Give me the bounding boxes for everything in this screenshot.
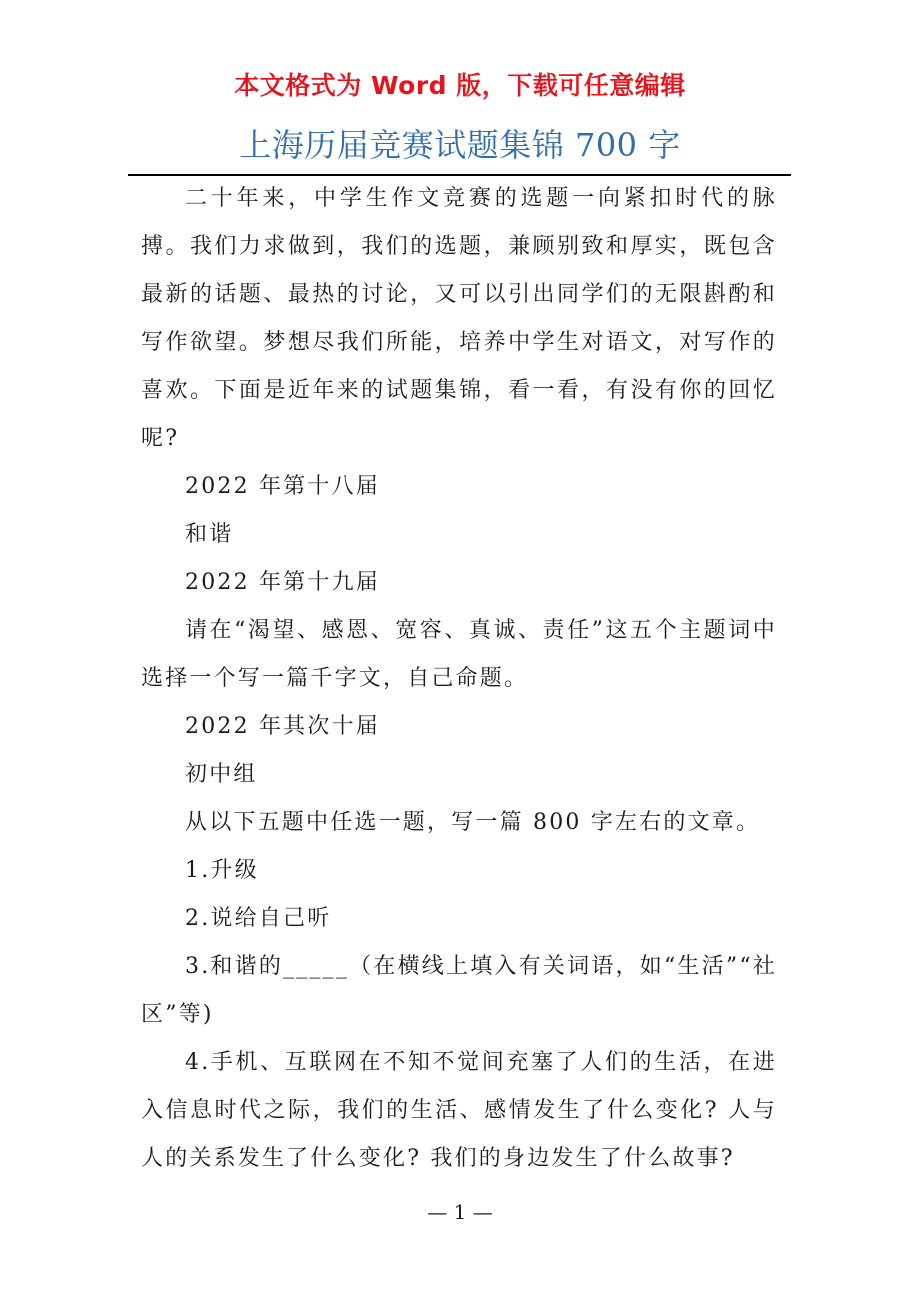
word-format-banner: 本文格式为 Word 版，下载可任意编辑 <box>234 71 686 100</box>
paragraph-intro: 二十年来，中学生作文竞赛的选题一向紧扣时代的脉搏。我们力求做到，我们的选题，兼顾别致和厚实，既包含最新的话题、最热的讨论，又可以引出同学们的无限斟酌和写作欲望。梦想尽我们所能，培养中学生对语文，对写作的喜欢。下面是近年来的试题集锦，看一看，有没有你的回忆呢? <box>141 186 777 451</box>
paragraph-topic-19: 请在“渴望、感恩、宽容、真诚、责任”这五个主题词中选择一个写一篇千字文，自己命题。 <box>141 618 777 691</box>
list-item: 1.升级 <box>185 858 259 883</box>
list-item: 3.和谐的_____（在横线上填入有关词语，如“生活”“社区”等) <box>141 954 777 1027</box>
paragraph-topic-harmony: 和谐 <box>185 522 234 547</box>
list-item: 2.说给自己听 <box>185 906 332 931</box>
paragraph-instructions: 从以下五题中任选一题，写一篇 800 字左右的文章。 <box>185 810 761 835</box>
paragraph-junior-group: 初中组 <box>185 762 258 787</box>
paragraph-year-20: 2022 年其次十届 <box>185 714 380 739</box>
page-number: — 1 — <box>427 1200 493 1224</box>
paragraph-year-18: 2022 年第十八届 <box>185 474 380 499</box>
document-body <box>141 175 777 1183</box>
document-title: 上海历届竞赛试题集锦 700 字 <box>239 126 681 164</box>
paragraph-year-19: 2022 年第十九届 <box>185 570 380 595</box>
list-item: 4.手机、互联网在不知不觉间充塞了人们的生活，在进入信息时代之际，我们的生活、感情发生了什么变化? 人与人的关系发生了什么变化? 我们的身边发生了什么故事? <box>141 1050 777 1171</box>
